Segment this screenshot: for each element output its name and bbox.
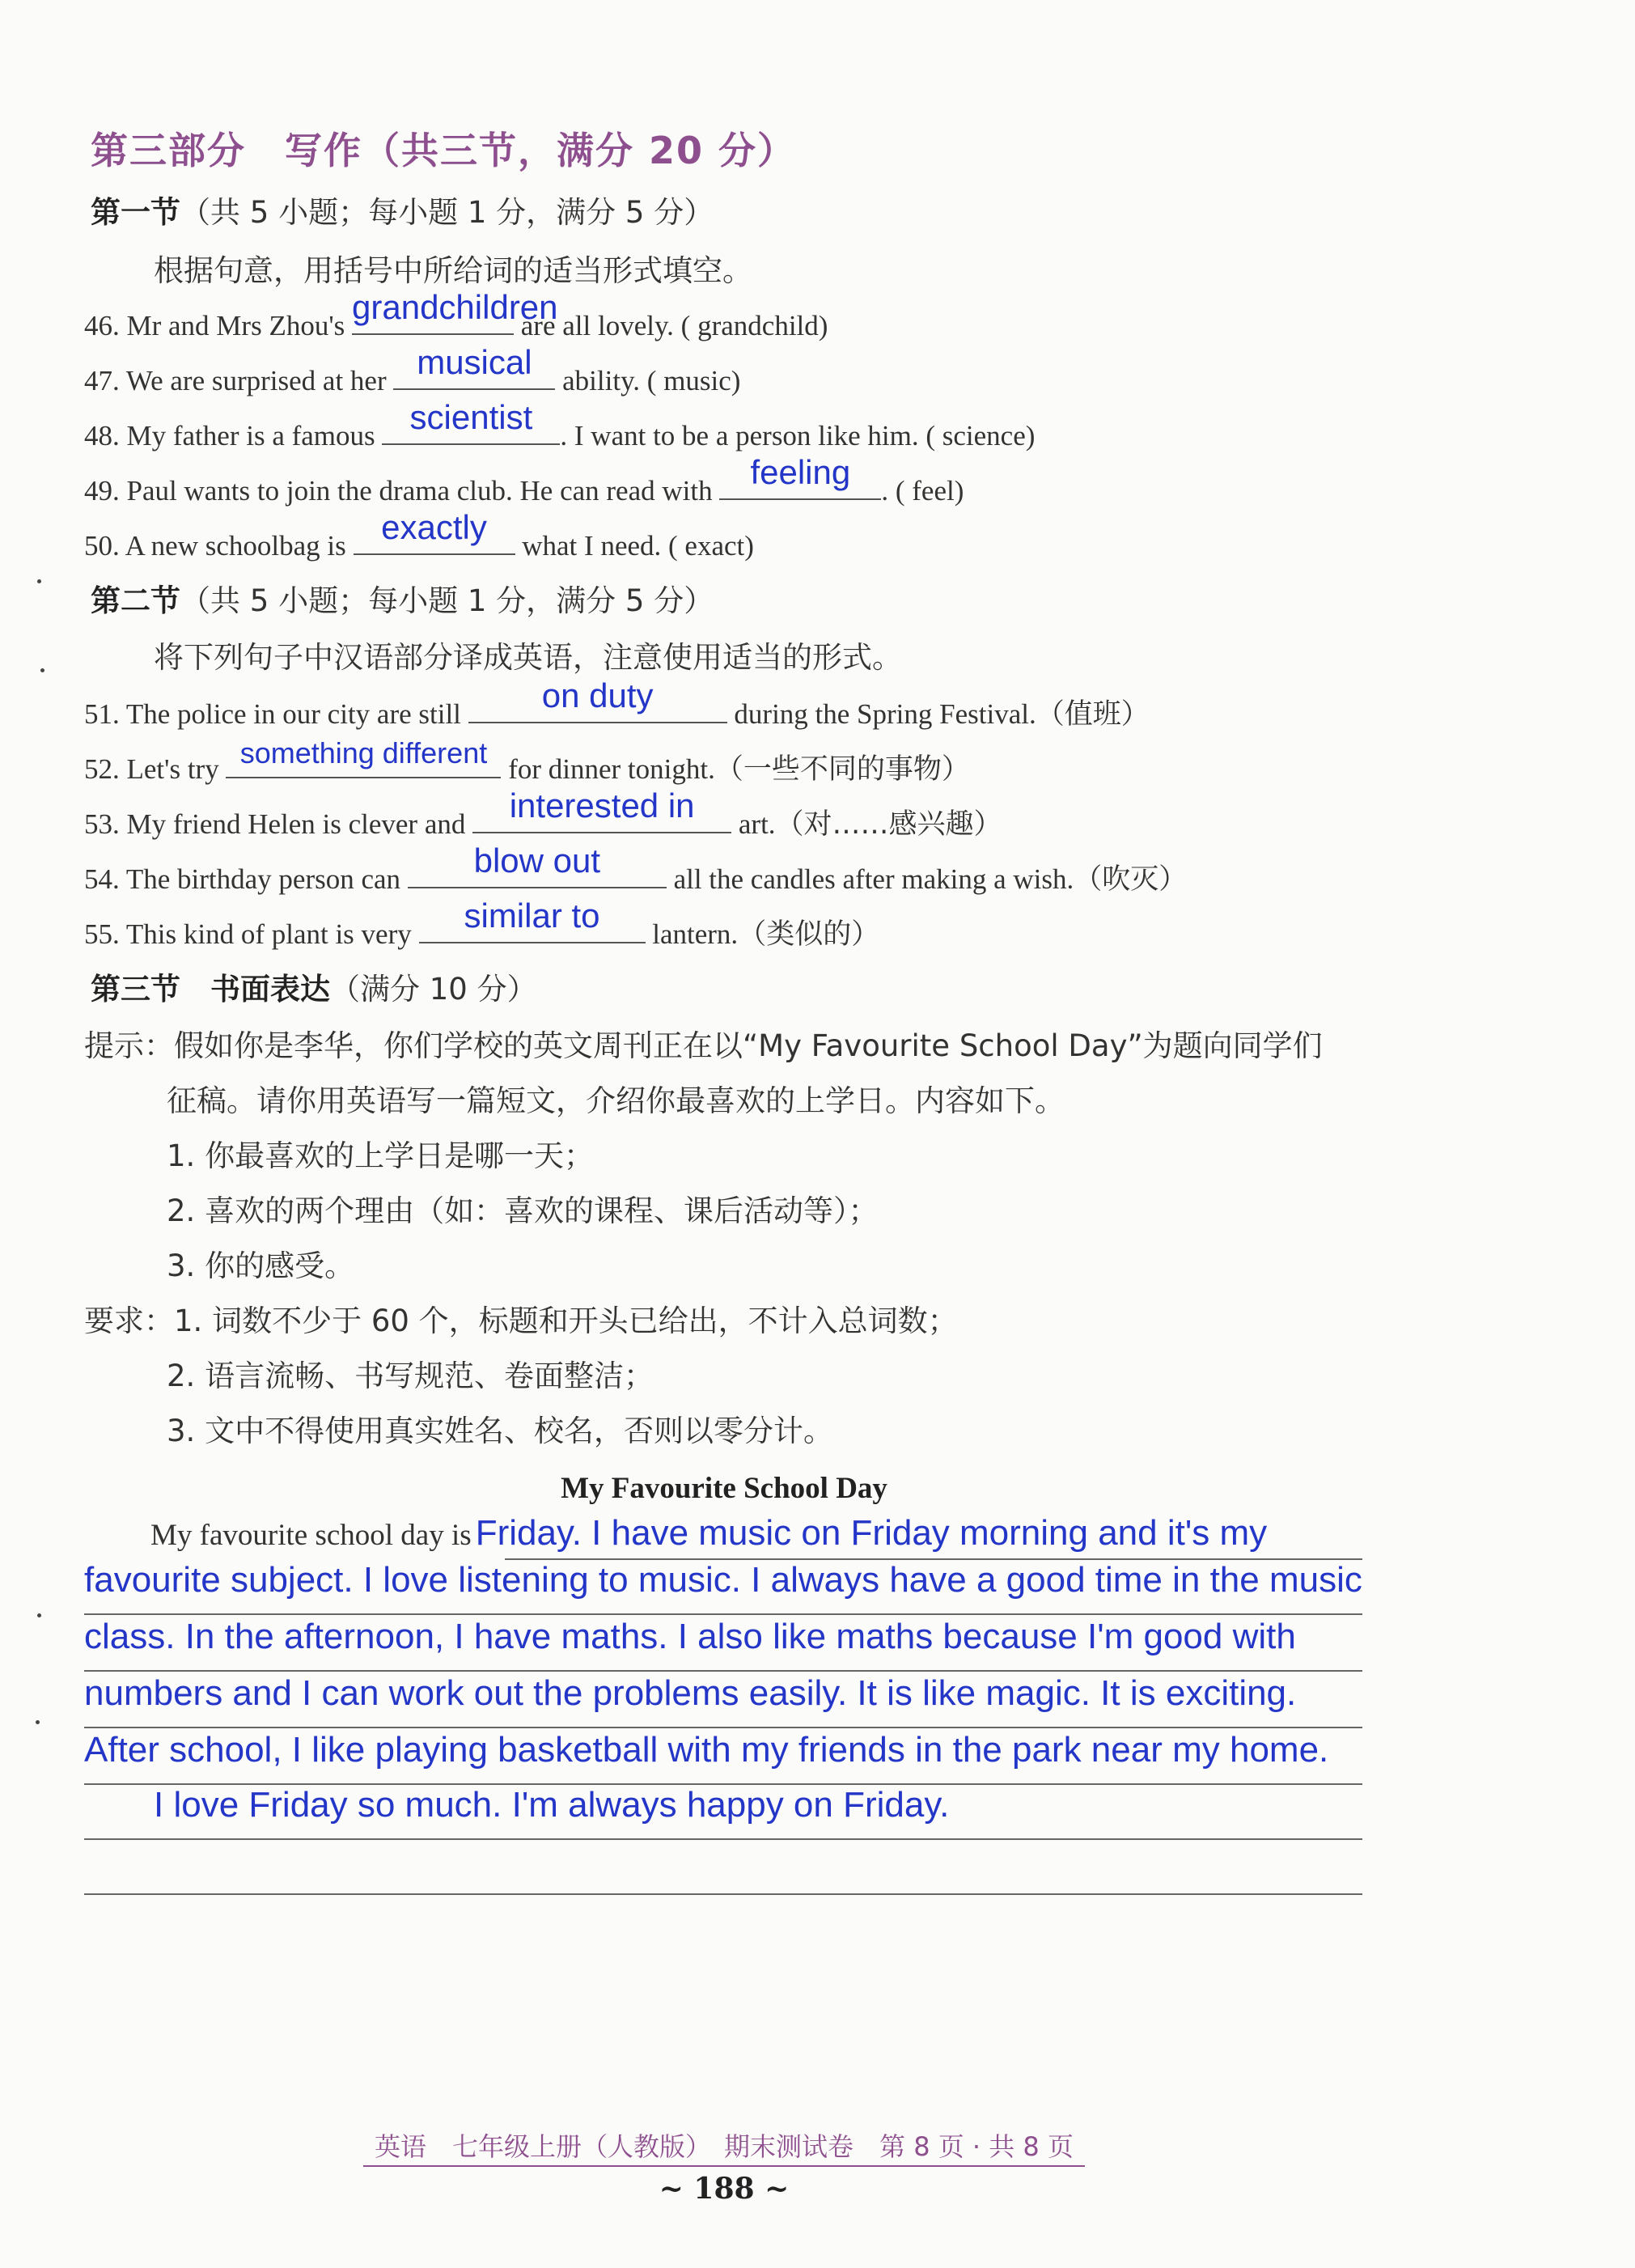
essay-prefix: My favourite school day is xyxy=(150,1519,472,1552)
question-text-after: for dinner tonight. xyxy=(508,753,715,785)
question-46 xyxy=(84,288,828,342)
question-text-after: art. xyxy=(738,808,776,840)
chinese-hint: （吹灭） xyxy=(1074,863,1188,896)
essay-line-1 xyxy=(150,1513,1267,1554)
section2-heading xyxy=(91,576,714,620)
answer-blank[interactable] xyxy=(472,786,731,833)
handwritten-answer: similar to xyxy=(464,897,600,935)
question-51 xyxy=(84,676,1150,732)
essay-line-4: numbers and I can work out the problems easily. It is like magic. It is exciting. xyxy=(84,1673,1297,1713)
answer-blank[interactable] xyxy=(419,897,646,943)
essay-line-5: After school, I like playing basketball with my friends in the park near my home. xyxy=(84,1730,1329,1770)
question-number: 51. xyxy=(84,698,120,730)
requirement-label: 要求： xyxy=(84,1304,174,1338)
section1-instruction: 根据句意，用括号中所给词的适当形式填空。 xyxy=(154,253,752,288)
footer-book-text: 英语 七年级上册（人教版） 期末测试卷 第 8 页 · 共 8 页 xyxy=(363,2131,1085,2167)
section2-note: （共 5 小题；每小题 1 分，满分 5 分） xyxy=(180,583,714,618)
writing-line xyxy=(84,1670,1362,1672)
prompt-text: 假如你是李华，你们学校的英文周刊正在以“My Favourite School Day”为题向同学们 xyxy=(174,1028,1323,1063)
question-text-after: . I want to be a person like him. ( science) xyxy=(560,420,1036,451)
writing-line xyxy=(84,1727,1362,1728)
section1-heading xyxy=(91,188,714,231)
answer-blank[interactable] xyxy=(393,343,555,390)
handwritten-answer: musical xyxy=(417,343,532,381)
chinese-hint: （一些不同的事物） xyxy=(714,753,970,786)
question-number: 53. xyxy=(84,808,120,840)
chinese-hint: （值班） xyxy=(1036,698,1150,731)
question-text-after: . ( feel) xyxy=(881,475,964,507)
footer-book-info xyxy=(0,2126,1448,2164)
essay-text: Friday. I have music on Friday morning and it's my xyxy=(475,1513,1268,1553)
answer-blank[interactable] xyxy=(352,288,558,335)
question-47 xyxy=(84,343,741,397)
margin-dot xyxy=(37,1613,41,1617)
content-point-3: 3. 你的感受。 xyxy=(167,1248,355,1283)
answer-blank[interactable] xyxy=(226,736,501,778)
section3-heading-label: 第三节 书面表达 xyxy=(91,972,330,1007)
requirement-3: 3. 文中不得使用真实姓名、校名，否则以零分计。 xyxy=(167,1414,834,1448)
answer-blank[interactable] xyxy=(468,676,727,723)
content-point-2: 2. 喜欢的两个理由（如：喜欢的课程、课后活动等）； xyxy=(167,1193,879,1228)
requirement-2: 2. 语言流畅、书写规范、卷面整洁； xyxy=(167,1359,654,1393)
question-number: 50. xyxy=(84,530,120,562)
question-text-before: The birthday person can xyxy=(125,863,401,895)
question-53 xyxy=(84,786,1002,842)
question-54 xyxy=(84,841,1188,897)
essay-line-2: favourite subject. I love listening to music. I always have a good time in the music xyxy=(84,1560,1362,1600)
question-text-before: Let's try xyxy=(126,753,219,785)
question-number: 47. xyxy=(84,365,120,396)
margin-dot xyxy=(36,1720,40,1724)
question-55 xyxy=(84,897,880,952)
section1-heading-label: 第一节 xyxy=(91,195,180,230)
content-point-1: 1. 你最喜欢的上学日是哪一天； xyxy=(167,1138,595,1173)
writing-line xyxy=(84,1893,1362,1895)
essay-title: My Favourite School Day xyxy=(561,1472,887,1505)
handwritten-answer: something different xyxy=(239,736,488,769)
handwritten-answer: interested in xyxy=(509,786,695,825)
question-text-before: Mr and Mrs Zhou's xyxy=(126,310,345,341)
section2-heading-label: 第二节 xyxy=(91,583,180,618)
handwritten-answer: grandchildren xyxy=(352,288,558,326)
question-text-before: A new schoolbag is xyxy=(125,530,346,562)
question-number: 54. xyxy=(84,863,120,895)
question-number: 49. xyxy=(84,475,120,507)
question-text-after: what I need. ( exact) xyxy=(522,530,754,562)
question-49 xyxy=(84,453,964,507)
answer-blank[interactable] xyxy=(719,453,881,500)
handwritten-answer: blow out xyxy=(473,841,601,880)
question-text-after: ability. ( music) xyxy=(562,365,741,396)
question-text-after: are all lovely. ( grandchild) xyxy=(520,310,828,341)
handwritten-answer: on duty xyxy=(541,676,654,714)
requirement-text: 1. 词数不少于 60 个，标题和开头已给出，不计入总词数； xyxy=(174,1304,958,1338)
question-text-before: This kind of plant is very xyxy=(125,918,412,950)
question-50 xyxy=(84,508,754,562)
answer-blank[interactable] xyxy=(382,398,560,445)
question-number: 55. xyxy=(84,918,120,950)
page-number: ~ 188 ~ xyxy=(659,2172,790,2206)
section1-note: （共 5 小题；每小题 1 分，满分 5 分） xyxy=(180,195,714,230)
question-number: 52. xyxy=(84,753,120,785)
question-48 xyxy=(84,398,1036,452)
question-number: 46. xyxy=(84,310,120,341)
part-title: 第三部分 写作（共三节，满分 20 分） xyxy=(91,129,797,172)
question-text-before: We are surprised at her xyxy=(125,365,387,396)
question-text-before: My friend Helen is clever and xyxy=(126,808,466,840)
writing-line xyxy=(84,1838,1362,1840)
question-text-before: My father is a famous xyxy=(126,420,375,451)
margin-dot xyxy=(37,579,41,583)
question-text-before: The police in our city are still xyxy=(125,698,461,730)
handwritten-answer: feeling xyxy=(750,453,851,491)
chinese-hint: （类似的） xyxy=(738,918,880,951)
essay-line-6: I love Friday so much. I'm always happy on Friday. xyxy=(154,1785,950,1825)
writing-line xyxy=(84,1613,1362,1615)
question-text-after: during the Spring Festival. xyxy=(734,698,1036,730)
answer-blank[interactable] xyxy=(354,508,515,555)
chinese-hint: （对……感兴趣） xyxy=(775,808,1002,841)
prompt-line-2: 征稿。请你用英语写一篇短文，介绍你最喜欢的上学日。内容如下。 xyxy=(167,1083,1065,1118)
section3-note: （满分 10 分） xyxy=(330,972,537,1007)
handwritten-answer: scientist xyxy=(409,398,533,436)
question-text-after: lantern. xyxy=(652,918,739,950)
section3-heading xyxy=(91,964,537,1008)
answer-blank[interactable] xyxy=(408,841,667,888)
requirement-1 xyxy=(84,1296,958,1340)
question-text-after: all the candles after making a wish. xyxy=(673,863,1074,895)
handwritten-answer: exactly xyxy=(381,508,487,546)
prompt-line-1 xyxy=(84,1021,1323,1065)
section2-instruction: 将下列句子中汉语部分译成英语，注意使用适当的形式。 xyxy=(154,640,902,675)
question-number: 48. xyxy=(84,420,120,451)
prompt-label: 提示： xyxy=(84,1028,174,1063)
essay-line-3: class. In the afternoon, I have maths. I also like maths because I'm good with xyxy=(84,1617,1296,1656)
question-text-before: Paul wants to join the drama club. He can read with xyxy=(126,475,713,507)
question-52 xyxy=(84,736,970,787)
margin-dot xyxy=(40,668,44,672)
